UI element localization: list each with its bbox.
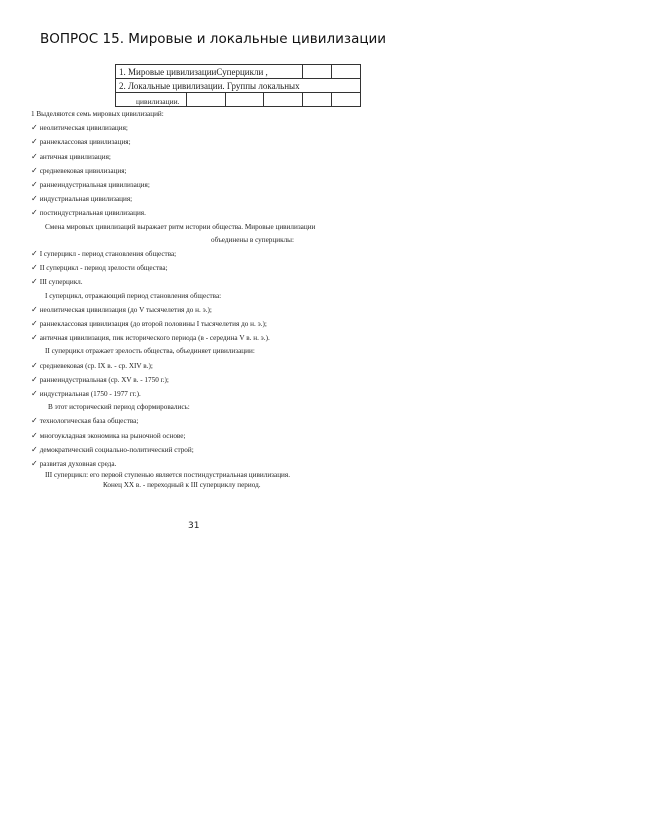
checklist-item: ✓ раннеиндустриальная (ср. XV в. - 1750 г.); [31,373,361,387]
table-note: цивилизации. [136,97,180,106]
text-line: Конец XX в. - переходный к III суперциклу период. [103,481,261,490]
text-line: I суперцикл, отражающий период становления общества: [45,291,222,300]
table-cell [187,93,226,107]
table-cell-row2: 2. Локальные цивилизации. Группы локальных [116,79,361,93]
table-cell [303,93,332,107]
table-cell [303,65,332,79]
checklist-item: ✓ развитая духовная среда. [31,457,361,471]
checklist-item: ✓ античная цивилизация; [31,150,361,164]
table-cell [332,65,361,79]
checklist-item: ✓ раннеиндустриальная цивилизация; [31,178,361,192]
checklist-item: ✓ неолитическая цивилизация (до V тысячелетия до н. э.); [31,303,361,317]
checklist-item: ✓ неолитическая цивилизация; [31,121,361,135]
table-cell [332,93,361,107]
text-line: объединены в суперциклы: [211,235,295,244]
table-cell [264,93,303,107]
table-row [116,79,361,93]
text-line: 1 Выделяются семь мировых цивилизаций: [31,110,164,118]
text-line: В этот исторический период сформировались: [48,403,190,412]
checklist-item: ✓ индустриальная цивилизация; [31,192,361,206]
checklist-item: ✓ II суперцикл - период зрелости общества; [31,261,361,275]
table-row [116,65,361,79]
table-cell [225,93,264,107]
checklist-item: ✓ индустриальная (1750 - 1977 гг.). [31,387,361,401]
checklist-item: ✓ технологическая база общества; [31,414,361,428]
checklist-item: ✓ демократический социально-политический строй; [31,443,361,457]
table-cell-row1: 1. Мировые цивилизацииСуперцикли , [116,65,303,79]
checklist-item: ✓ III суперцикл. [31,275,361,289]
body-text [31,108,361,491]
text-line: III суперцикл: его первой ступенью является постиндустриальная цивилизация. [45,471,290,480]
checklist-item: ✓ раннеклассовая цивилизация (до второй половины I тысячелетия до н. э.); [31,317,361,331]
checklist-item: ✓ I суперцикл - период становления общества; [31,247,361,261]
text-line: Смена мировых цивилизаций выражает ритм истории общества. Мировые цивилизации [45,222,316,231]
text-line: II суперцикл отражает зрелость общества, объединяет цивилизации: [45,347,255,356]
checklist-item: ✓ средневековая цивилизация; [31,164,361,178]
checklist-item: ✓ постиндустриальная цивилизация. [31,206,361,220]
page-number: 31 [188,521,200,531]
checklist-item: ✓ многоукладная экономика на рыночной основе; [31,429,361,443]
checklist-item: ✓ античная цивилизация, пик исторического периода (в - середина V в. н. э.). [31,331,361,345]
page-title: ВОПРОС 15. Мировые и локальные цивилизации [40,31,387,47]
checklist-item: ✓ средневековая (ср. IX в. - ср. XIV в.); [31,359,361,373]
checklist-item: ✓ раннеклассовая цивилизация; [31,135,361,149]
